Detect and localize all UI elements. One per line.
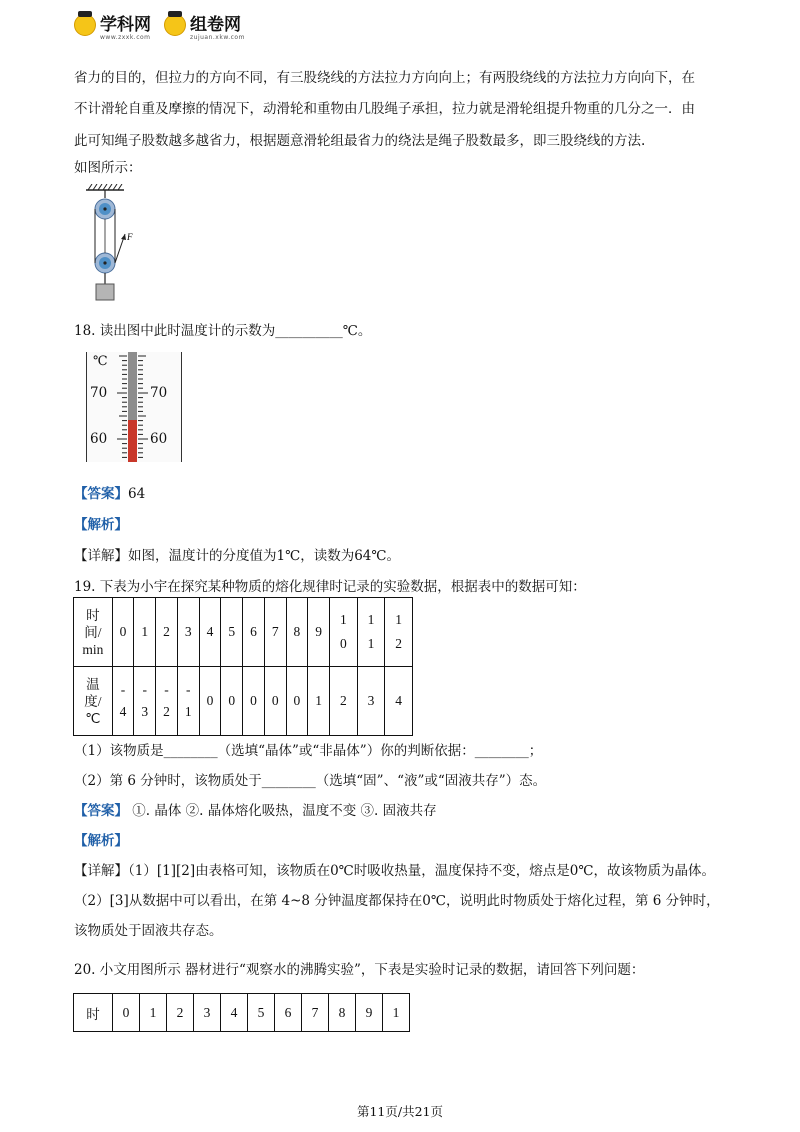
- q19-time-header-part: 间/: [84, 624, 102, 640]
- q18-question: 18. 读出图中此时温度计的示数为__________℃。: [74, 323, 372, 339]
- q19-time-cell: [308, 598, 330, 667]
- q19-time-cell-part: 1: [141, 624, 149, 639]
- answer-tag: 【答案】: [74, 803, 128, 819]
- q19-temp-cell: [199, 667, 221, 736]
- q20-question: 20. 小文用图所示 器材进行“观察水的沸腾实验”，下表是实验时记录的数据，请回答下列问题：: [74, 962, 645, 978]
- q19-detail-1: [74, 859, 715, 879]
- q19-temp-cell-part: 2: [163, 704, 170, 719]
- mascot-icon: [74, 14, 96, 36]
- q19-temp-cell-part: 4: [395, 693, 403, 708]
- q19-temp-cell-part: 2: [339, 693, 347, 708]
- q19-time-cell: [330, 598, 358, 667]
- q19-time-cell: [243, 598, 265, 667]
- q19-time-cell-part: 1: [367, 636, 375, 651]
- q19-answer-value: ①. 晶体 ②. 晶体熔化吸热，温度不变 ③. 固液共存: [128, 803, 437, 819]
- q20-time-cell: 6: [275, 994, 302, 1032]
- q19-row-time: [74, 598, 413, 667]
- intro-line-2: 不计滑轮自重及摩擦的情况下，动滑轮和重物由几股绳子承担，拉力就是滑轮组提升物重的几分之一．由: [74, 101, 695, 117]
- analysis-tag: 【解析】: [74, 517, 128, 533]
- q19-time-cell-part: 1: [395, 612, 403, 627]
- q18-analysis: [74, 513, 128, 533]
- q19-detail-2: （2）[3]从数据中可以看出，在第 4~8 分钟温度都保持在0℃，说明此时物质处于熔化过程，第 6 分钟时，: [74, 893, 720, 909]
- page-number: 第11页/共21页: [356, 1104, 444, 1119]
- thermometer-figure: [86, 352, 182, 462]
- q19-temp-header: [74, 667, 113, 736]
- q19-temp-cell-part: 0: [293, 693, 301, 708]
- intro-line-3: 此可知绳子股数越多越省力，根据题意滑轮组最省力的绕法是绳子股数最多，即三股绕线的方法.: [74, 133, 646, 149]
- q19-temp-cell-part: 0: [250, 693, 257, 708]
- q19-detail-text-1: （1）[1][2]由表格可知，该物质在0℃时吸收热量，温度保持不变，熔点是0℃，故该物质为晶体。: [128, 863, 715, 879]
- q19-time-cell-part: 8: [293, 624, 301, 639]
- q19-time-cell-part: 2: [395, 636, 403, 651]
- mascot-icon: [164, 14, 186, 36]
- q19-time-cell: [221, 598, 243, 667]
- q19-temp-cell: [308, 667, 330, 736]
- q19-row-temp: [74, 667, 413, 736]
- q19-time-header: [74, 598, 113, 667]
- q19-temp-cell: [330, 667, 358, 736]
- logo-zxxk-text: 学科网: [100, 15, 151, 35]
- q19-time-cell-part: 1: [367, 612, 375, 627]
- q19-sub1: （1）该物质是________（选填“晶体”或“非晶体”）你的判断依据：________；: [74, 743, 543, 759]
- q19-temp-cell: [243, 667, 265, 736]
- thermometer-unit: ℃: [93, 354, 108, 369]
- q19-time-cell: [112, 598, 134, 667]
- q19-time-cell-part: 0: [119, 624, 127, 639]
- logo-zujuan-text: 组卷网: [190, 15, 241, 35]
- q19-time-cell-part: 0: [339, 636, 347, 651]
- q20-time-cell: 3: [194, 994, 221, 1032]
- q20-table: [73, 993, 410, 1032]
- q19-temp-cell: [112, 667, 134, 736]
- q19-temp-cell-part: 0: [271, 693, 279, 708]
- q19-temp-cell-part: -: [186, 682, 191, 697]
- q18-detail: [74, 544, 400, 564]
- force-label: F: [127, 232, 133, 242]
- q20-time-cell: 1: [383, 994, 410, 1032]
- analysis-tag: 【解析】: [74, 833, 128, 849]
- logo-zxxk: [74, 14, 151, 41]
- q19-time-cell-part: 3: [184, 624, 192, 639]
- q19-time-cell-part: 2: [163, 624, 170, 639]
- q19-temp-cell-part: 1: [184, 704, 192, 719]
- q19-time-cell-part: 9: [315, 624, 323, 639]
- q19-temp-header-part: 温: [86, 676, 100, 692]
- q18-detail-text: 如图，温度计的分度值为1℃，读数为64℃。: [128, 548, 400, 564]
- q20-time-cell: 1: [140, 994, 167, 1032]
- pulley-figure: [84, 184, 144, 304]
- q18-answer-value: 64: [128, 486, 146, 502]
- tick-label-60-left: 60: [90, 431, 108, 447]
- q19-analysis: [74, 829, 128, 849]
- q18-answer: [74, 482, 145, 502]
- q19-time-cell: [177, 598, 199, 667]
- q20-time-cell: 8: [329, 994, 356, 1032]
- q20-time-cell: 2: [167, 994, 194, 1032]
- q19-time-cell-part: 5: [228, 624, 236, 639]
- q19-temp-cell: [286, 667, 308, 736]
- q20-time-cell: 9: [356, 994, 383, 1032]
- q19-time-cell: [199, 598, 221, 667]
- q19-temp-cell: [221, 667, 243, 736]
- q19-time-cell: [264, 598, 286, 667]
- answer-tag: 【答案】: [74, 486, 128, 502]
- q19-time-cell: [134, 598, 156, 667]
- q19-time-header-part: 时: [86, 607, 100, 623]
- q19-temp-cell: [134, 667, 156, 736]
- q19-time-cell-part: 4: [206, 624, 214, 639]
- q19-time-cell: [357, 598, 385, 667]
- q19-temp-cell: [264, 667, 286, 736]
- q19-temp-cell-part: 3: [367, 693, 375, 708]
- q19-temp-header-part: ℃: [85, 710, 101, 726]
- q19-temp-cell-part: -: [120, 682, 126, 697]
- intro-line-1: 省力的目的，但拉力的方向不同，有三股绕线的方法拉力方向向上；有两股绕线的方法拉力方向向下，在: [74, 70, 695, 86]
- q20-time-cell: 4: [221, 994, 248, 1032]
- q19-temp-cell-part: -: [142, 682, 148, 697]
- q19-temp-cell-part: 3: [141, 704, 149, 719]
- q20-time-header: 时: [74, 994, 113, 1032]
- q19-temp-cell: [357, 667, 385, 736]
- q19-table: [73, 597, 413, 736]
- q19-time-cell-part: 1: [339, 612, 347, 627]
- logo-zxxk-url: www.zxxk.com: [100, 34, 151, 41]
- q19-question: 19. 下表为小宇在探究某种物质的熔化规律时记录的实验数据，根据表中的数据可知：: [74, 579, 586, 595]
- q19-temp-cell: [156, 667, 178, 736]
- q20-time-cell: 7: [302, 994, 329, 1032]
- logo-zujuan: [164, 14, 245, 41]
- logo-zujuan-url: zujuan.xkw.com: [190, 34, 245, 41]
- q19-temp-cell-part: 1: [315, 693, 323, 708]
- tick-label-60-right: 60: [150, 431, 168, 447]
- page-footer: [0, 1102, 800, 1120]
- q19-detail-3: 该物质处于固液共存态。: [74, 923, 223, 939]
- intro-line-4: 如图所示：: [74, 160, 142, 176]
- q19-sub2: （2）第 6 分钟时，该物质处于________（选填“固”、“液”或“固液共存”）态。: [74, 773, 547, 789]
- q19-temp-cell: [385, 667, 413, 736]
- q19-answer: [74, 799, 437, 819]
- q19-time-header-part: min: [82, 641, 104, 657]
- q19-temp-cell-part: 4: [119, 704, 127, 719]
- detail-tag: 【详解】: [74, 863, 128, 879]
- q19-temp-cell-part: -: [164, 682, 169, 697]
- detail-tag: 【详解】: [74, 548, 128, 564]
- q19-time-cell-part: 6: [250, 624, 257, 639]
- q20-row-time: [74, 994, 410, 1032]
- tick-label-70-left: 70: [90, 385, 108, 401]
- tick-label-70-right: 70: [150, 385, 168, 401]
- q19-time-cell: [156, 598, 178, 667]
- q19-temp-cell-part: 0: [206, 693, 214, 708]
- q19-time-cell-part: 7: [271, 624, 279, 639]
- q19-time-cell: [385, 598, 413, 667]
- q19-time-cell: [286, 598, 308, 667]
- q19-temp-header-part: 度/: [84, 693, 102, 709]
- q20-time-cell: 0: [113, 994, 140, 1032]
- q20-time-cell: 5: [248, 994, 275, 1032]
- q19-temp-cell-part: 0: [228, 693, 236, 708]
- q19-temp-cell: [177, 667, 199, 736]
